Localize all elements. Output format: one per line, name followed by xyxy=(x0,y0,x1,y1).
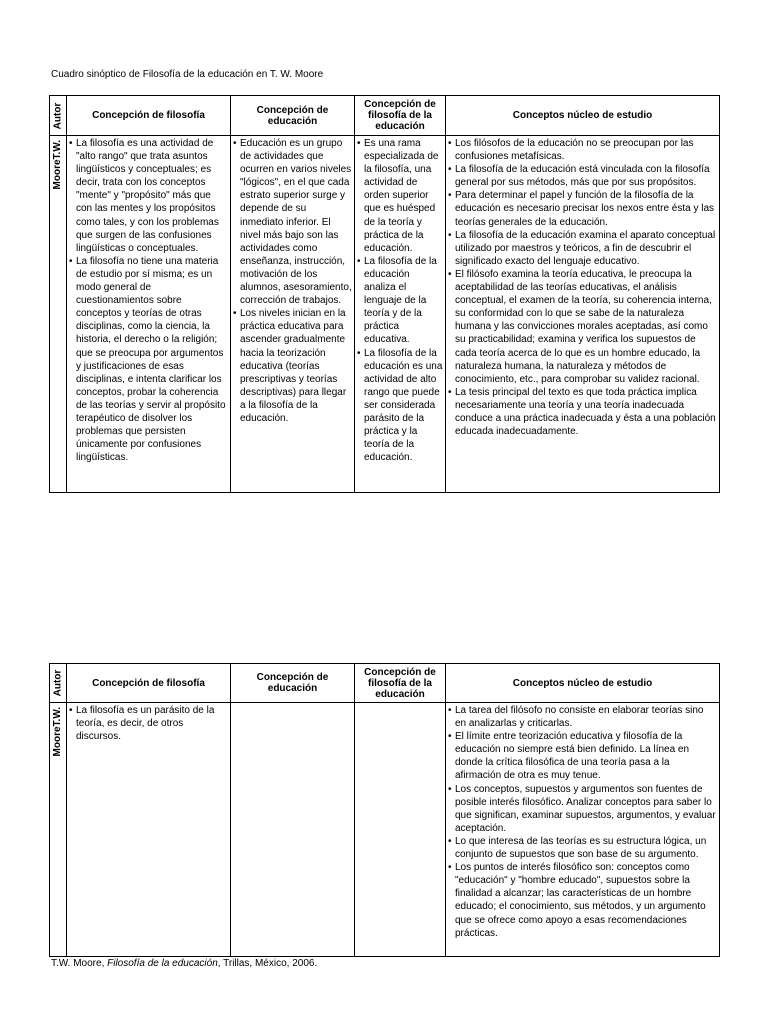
bullet-item: • La tesis principal del texto es que toda práctica implica necesariamente una teoría y una teoría inadecuada conduce a una práctica inadecuada y ésta a una población educada inadecuadamente. xyxy=(448,386,717,438)
core-concepts-cell xyxy=(446,703,720,957)
bullet-item: • Los conceptos, supuestos y argumentos son fuentes de posible interés filosófico. Analizar conceptos para saber lo que significan, examinar supuestos, argumentos, y evaluar aceptación. xyxy=(448,783,717,835)
citation-book-title: Filosofía de la educación xyxy=(107,958,218,969)
bullet-item: • Lo que interesa de las teorías es su estructura lógica, un conjunto de supuestos que son base de su argumento. xyxy=(448,835,717,861)
education-cell xyxy=(231,703,355,957)
header-philosophy: Concepción de filosofía xyxy=(67,96,231,136)
citation-publisher: , Trillas, México, 2006. xyxy=(217,958,318,969)
bullet-item: • La filosofía es un parásito de la teoría, es decir, de otros discursos. xyxy=(69,704,228,743)
bullet-item: • La filosofía es una actividad de "alto rango" que trata asuntos lingüísticos y conceptuales; es decir, trata con los conceptos "mente" y "propósito" más que con las mentes y los propósitos como tales, y con los problemas que surgen de las confusiones lingüísticas o conceptuales. xyxy=(69,137,228,255)
bullet-item: • El filósofo examina la teoría educativa, le preocupa la aceptabilidad de las teorías educativas, el análisis conceptual, el examen de la teoría, su coherencia interna, su conformidad con lo que se sabe de la naturaleza humana y las convicciones morales aceptadas, así como su practicabilidad; examina y verifica los supuestos de cada teoría acerca de lo que es un hombre educado, la naturaleza humana, la naturaleza y métodos de conocimiento, etc., para comprobar su validez racional. xyxy=(448,268,717,386)
header-author: Autor xyxy=(50,96,67,136)
bullet-item: • La filosofía no tiene una materia de estudio por sí misma; es un modo general de cuestionamientos sobre conceptos y teorías de otras disciplinas, como la ciencia, la historia, el derecho o la religión; que se preocupa por argumentos y justificaciones de esas disciplinas, e intenta clarificar los conceptos, probar la coherencia de las teorías y servir al propósito terapéutico de disolver los problemas que persisten únicamente por confusiones lingüísticas. xyxy=(69,255,228,465)
core-concepts-cell xyxy=(446,136,720,493)
bullet-item: • Los filósofos de la educación no se preocupan por las confusiones metafísicas. xyxy=(448,137,717,163)
header-author: Autor xyxy=(50,664,67,703)
philosophy-cell xyxy=(67,136,231,493)
page-title: Cuadro sinóptico de Filosofía de la educación en T. W. Moore xyxy=(51,69,324,80)
citation xyxy=(51,958,317,970)
education-cell xyxy=(231,136,355,493)
header-philosophy-of-education: Concepción de filosofía de la educación xyxy=(355,664,446,703)
philosophy-of-education-cell xyxy=(355,136,446,493)
header-philosophy: Concepción de filosofía xyxy=(67,664,231,703)
bullet-item: • Los niveles inician en la práctica educativa para ascender gradualmente hacia la teorización educativa (teorías prescriptivas y teorías descriptivas) para llegar a la filosofía de la educación. xyxy=(233,307,352,425)
bullet-item: • Educación es un grupo de actividades que ocurren en varios niveles "lógicos", en el que cada estrato superior surge y depende de su inmediato inferior. El nivel más bajo son las actividades como enseñanza, instrucción, motivación de los alumnos, asesoramiento, corrección de trabajos. xyxy=(233,137,352,307)
bullet-item: • Para determinar el papel y función de la filosofía de la educación es necesario precisar los nexos entre ésta y las teorías generales de la educación. xyxy=(448,189,717,228)
philosophy-of-education-cell xyxy=(355,703,446,957)
synoptic-table-1 xyxy=(49,95,720,493)
bullet-item: • La filosofía de la educación examina el aparato conceptual utilizado por maestros y teóricos, a fin de descubrir el significado exacto del lenguaje educativo. xyxy=(448,229,717,268)
header-education: Concepción de educación xyxy=(231,664,355,703)
bullet-item: • La filosofía de la educación analiza el lenguaje de la teoría y de la práctica educativa. xyxy=(357,255,443,347)
bullet-item: • El límite entre teorización educativa y filosofía de la educación no siempre está bien definido. La línea en donde la crítica filosófica de una teoría pasa a la afirmación de otra es muy tenue. xyxy=(448,730,717,782)
philosophy-cell xyxy=(67,703,231,957)
bullet-item: • La tarea del filósofo no consiste en elaborar teorías sino en analizarlas y criticarlas. xyxy=(448,704,717,730)
header-education: Concepción de educación xyxy=(231,96,355,136)
header-philosophy-of-education: Concepción de filosofía de la educación xyxy=(355,96,446,136)
bullet-item: • Los puntos de interés filosófico son: conceptos como "educación" y "hombre educado", supuestos sobre la finalidad a alcanzar; las características de un hombre educado; el conocimiento, sus métodos, y un argumento que se ofrece como apoyo a esas recomendaciones prácticas. xyxy=(448,861,717,940)
header-core-concepts: Conceptos núcleo de estudio xyxy=(446,96,720,136)
author-cell: MooreT.W. xyxy=(50,703,67,957)
header-core-concepts: Conceptos núcleo de estudio xyxy=(446,664,720,703)
synoptic-table-2 xyxy=(49,663,720,957)
author-cell: MooreT.W. xyxy=(50,136,67,493)
bullet-item: • La filosofía de la educación es una actividad de alto rango que puede ser considerada parásito de la práctica y la teoría de la educación. xyxy=(357,347,443,465)
bullet-item: • La filosofía de la educación está vinculada con la filosofía general por sus métodos, más que por sus propósitos. xyxy=(448,163,717,189)
citation-author: T.W. Moore, xyxy=(51,958,108,969)
bullet-item: • Es una rama especializada de la filosofía, una actividad de orden superior que es huésped de la teoría y práctica de la educación. xyxy=(357,137,443,255)
